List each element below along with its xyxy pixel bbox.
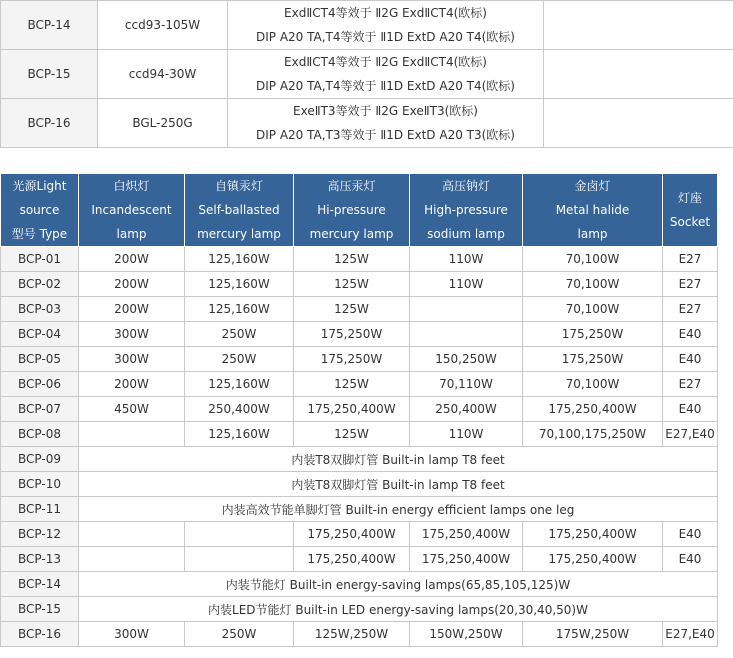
- header-high-pressure-sodium: [410, 174, 523, 247]
- value-cell: 250W: [185, 322, 294, 347]
- empty-cell: [544, 99, 733, 148]
- value-cell: 125W: [294, 297, 410, 322]
- value-cell: 125,160W: [185, 297, 294, 322]
- value-cell: 175,250,400W: [410, 547, 523, 572]
- header-text: mercury lamp: [309, 227, 394, 241]
- header-text: 灯座: [677, 191, 702, 205]
- cert-line: DIP A20 TA,T4等效于 Ⅱ1D ExtD A20 T4(欧标): [256, 79, 515, 93]
- table-row: [1, 322, 718, 347]
- value-cell: 70,100W: [523, 372, 663, 397]
- type-cell: BCP-06: [1, 372, 79, 397]
- value-cell: 450W: [79, 397, 185, 422]
- certification-table: [0, 0, 733, 148]
- type-cell: BCP-12: [1, 522, 79, 547]
- value-cell: 70,100,175,250W: [523, 422, 663, 447]
- value-cell: 125W: [294, 422, 410, 447]
- value-cell: 175,250W: [523, 322, 663, 347]
- empty-cell: [544, 1, 733, 50]
- header-text: 型号 Type: [11, 227, 68, 241]
- value-cell: 250,400W: [410, 397, 523, 422]
- merged-description-cell: 内装T8双脚灯管 Built-in lamp T8 feet: [79, 472, 718, 497]
- value-cell: 175,250,400W: [523, 397, 663, 422]
- value-cell: [185, 547, 294, 572]
- merged-description-cell: 内装节能灯 Built-in energy-saving lamps(65,85,105,125)W: [79, 572, 718, 597]
- model-cell: BCP-16: [1, 99, 98, 148]
- value-cell: 300W: [79, 347, 185, 372]
- value-cell: 250,400W: [185, 397, 294, 422]
- value-cell: 70,100W: [523, 247, 663, 272]
- value-cell: 125W: [294, 372, 410, 397]
- value-cell: 150W,250W: [410, 622, 523, 647]
- header-text: High-pressure: [424, 203, 508, 217]
- value-cell: 125W: [294, 247, 410, 272]
- value-cell: [410, 297, 523, 322]
- table-row: [1, 422, 718, 447]
- value-cell: [185, 522, 294, 547]
- table-row: [1, 547, 718, 572]
- table-row: [1, 297, 718, 322]
- bulb-cell: BGL-250G: [98, 99, 228, 148]
- header-text: Incandescent: [91, 203, 172, 217]
- cert-line: DIP A20 TA,T4等效于 Ⅱ1D ExtD A20 T4(欧标): [256, 30, 515, 44]
- cert-line: ExdⅡCT4等效于 Ⅱ2G ExdⅡCT4(欧标): [284, 55, 487, 69]
- value-cell: 70,100W: [523, 272, 663, 297]
- cert-line: ExdⅡCT4等效于 Ⅱ2G ExdⅡCT4(欧标): [284, 6, 487, 20]
- header-socket: [663, 174, 718, 247]
- certification-cell: [228, 50, 544, 99]
- model-cell: BCP-14: [1, 1, 98, 50]
- type-cell: BCP-13: [1, 547, 79, 572]
- value-cell: E40: [663, 547, 718, 572]
- value-cell: 300W: [79, 322, 185, 347]
- table-row: [1, 497, 718, 522]
- value-cell: 70,110W: [410, 372, 523, 397]
- value-cell: 200W: [79, 247, 185, 272]
- value-cell: 175,250,400W: [523, 547, 663, 572]
- value-cell: 175,250W: [523, 347, 663, 372]
- type-cell: BCP-05: [1, 347, 79, 372]
- header-text: source: [19, 203, 60, 217]
- value-cell: 175,250,400W: [294, 547, 410, 572]
- value-cell: 250W: [185, 622, 294, 647]
- value-cell: [79, 522, 185, 547]
- table-row: [1, 522, 718, 547]
- certification-cell: [228, 1, 544, 50]
- value-cell: 110W: [410, 272, 523, 297]
- bulb-cell: ccd93-105W: [98, 1, 228, 50]
- value-cell: E27: [663, 372, 718, 397]
- value-cell: 175,250,400W: [294, 522, 410, 547]
- type-cell: BCP-15: [1, 597, 79, 622]
- value-cell: 200W: [79, 272, 185, 297]
- bulb-cell: ccd94-30W: [98, 50, 228, 99]
- header-text: 光源Light: [12, 179, 67, 193]
- table-row: [1, 347, 718, 372]
- value-cell: E40: [663, 347, 718, 372]
- value-cell: 200W: [79, 297, 185, 322]
- type-cell: BCP-04: [1, 322, 79, 347]
- table-row: [1, 247, 718, 272]
- header-text: lamp: [577, 227, 608, 241]
- value-cell: 110W: [410, 422, 523, 447]
- type-cell: BCP-10: [1, 472, 79, 497]
- value-cell: 175W,250W: [523, 622, 663, 647]
- value-cell: 125,160W: [185, 372, 294, 397]
- empty-cell: [544, 50, 733, 99]
- value-cell: E40: [663, 522, 718, 547]
- header-text: 自镇汞灯: [214, 179, 263, 193]
- certification-cell: [228, 99, 544, 148]
- value-cell: 250W: [185, 347, 294, 372]
- table-row: [1, 99, 733, 148]
- value-cell: E27,E40: [663, 422, 718, 447]
- header-text: Socket: [669, 215, 711, 229]
- value-cell: 125,160W: [185, 422, 294, 447]
- value-cell: E27: [663, 272, 718, 297]
- value-cell: 125,160W: [185, 272, 294, 297]
- cert-line: ExeⅡT3等效于 Ⅱ2G ExeⅡT3(欧标): [293, 104, 478, 118]
- value-cell: E40: [663, 397, 718, 422]
- header-self-ballasted: [185, 174, 294, 247]
- type-cell: BCP-16: [1, 622, 79, 647]
- value-cell: E27: [663, 247, 718, 272]
- value-cell: 125,160W: [185, 247, 294, 272]
- value-cell: 110W: [410, 247, 523, 272]
- value-cell: 175,250W: [294, 322, 410, 347]
- header-hi-pressure-mercury: [294, 174, 410, 247]
- value-cell: 70,100W: [523, 297, 663, 322]
- merged-description-cell: 内装LED节能灯 Built-in LED energy-saving lamps(20,30,40,50)W: [79, 597, 718, 622]
- header-text: 白炽灯: [113, 179, 150, 193]
- table-row: [1, 447, 718, 472]
- table-row: [1, 397, 718, 422]
- value-cell: E40: [663, 322, 718, 347]
- value-cell: 300W: [79, 622, 185, 647]
- merged-description-cell: 内装T8双脚灯管 Built-in lamp T8 feet: [79, 447, 718, 472]
- header-text: Metal halide: [555, 203, 630, 217]
- header-text: lamp: [116, 227, 147, 241]
- table-row: [1, 472, 718, 497]
- header-type: [1, 174, 79, 247]
- table-row: [1, 50, 733, 99]
- type-cell: BCP-03: [1, 297, 79, 322]
- table-row: [1, 272, 718, 297]
- table-row: [1, 572, 718, 597]
- value-cell: 125W: [294, 272, 410, 297]
- table-row: [1, 1, 733, 50]
- table-row: [1, 622, 718, 647]
- header-row: [1, 174, 718, 247]
- type-cell: BCP-11: [1, 497, 79, 522]
- value-cell: 125W,250W: [294, 622, 410, 647]
- value-cell: [79, 422, 185, 447]
- type-cell: BCP-07: [1, 397, 79, 422]
- cert-line: DIP A20 TA,T3等效于 Ⅱ1D ExtD A20 T3(欧标): [256, 128, 515, 142]
- header-text: sodium lamp: [427, 227, 505, 241]
- type-cell: BCP-09: [1, 447, 79, 472]
- header-metal-halide: [523, 174, 663, 247]
- light-source-table: [0, 173, 718, 647]
- value-cell: [79, 547, 185, 572]
- header-text: Hi-pressure: [317, 203, 386, 217]
- value-cell: 175,250,400W: [294, 397, 410, 422]
- table-row: [1, 372, 718, 397]
- model-cell: BCP-15: [1, 50, 98, 99]
- value-cell: E27: [663, 297, 718, 322]
- value-cell: [410, 322, 523, 347]
- header-text: Self-ballasted: [198, 203, 280, 217]
- merged-description-cell: 内装高效节能单脚灯管 Built-in energy efficient lamps one leg: [79, 497, 718, 522]
- value-cell: 200W: [79, 372, 185, 397]
- type-cell: BCP-08: [1, 422, 79, 447]
- type-cell: BCP-14: [1, 572, 79, 597]
- table-row: [1, 597, 718, 622]
- header-text: 高压汞灯: [327, 179, 376, 193]
- value-cell: 175,250,400W: [523, 522, 663, 547]
- header-text: mercury lamp: [197, 227, 281, 241]
- header-incandescent: [79, 174, 185, 247]
- value-cell: E27,E40: [663, 622, 718, 647]
- header-text: 金卤灯: [574, 179, 611, 193]
- value-cell: 150,250W: [410, 347, 523, 372]
- type-cell: BCP-01: [1, 247, 79, 272]
- value-cell: 175,250W: [294, 347, 410, 372]
- header-text: 高压钠灯: [441, 179, 490, 193]
- value-cell: 175,250,400W: [410, 522, 523, 547]
- type-cell: BCP-02: [1, 272, 79, 297]
